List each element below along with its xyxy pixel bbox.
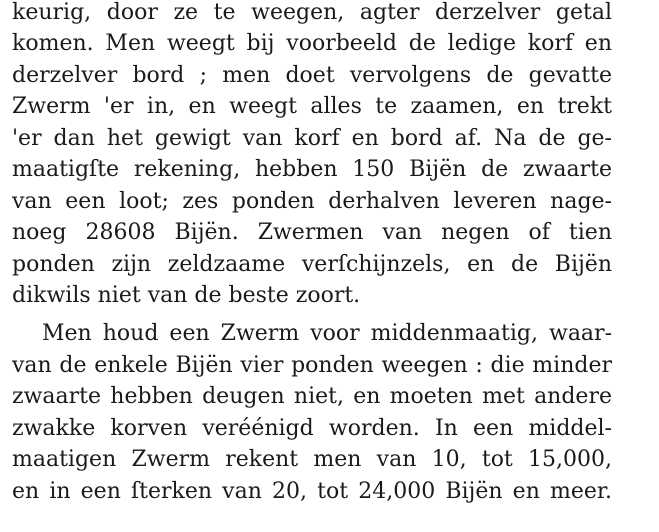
text-line: keurig, door ze te weegen, agter derzelver getal [12, 0, 612, 25]
text-line: komen. Men weegt bij voorbeeld de ledige korf en [12, 31, 612, 56]
text-line: ponden zijn zeldzaame verſchijnzels, en de Bijën [12, 252, 612, 277]
text-line: derzelver bord ; men doet vervolgens de gevatte [12, 63, 612, 88]
text-line: dikwils niet van de beste zoort. [12, 283, 361, 308]
text-line: maatigſte rekening, hebben 150 Bijën de zwaarte [12, 157, 612, 182]
text-line: noeg 28608 Bijën. Zwermen van negen of tien [12, 220, 612, 245]
text-line: zwakke korven veréénigd worden. In een middel- [12, 416, 612, 441]
text-line: van de enkele Bijën vier ponden weegen : die minder [12, 353, 612, 378]
text-line: maatigen Zwerm rekent men van 10, tot 15,000, [12, 447, 612, 472]
text-line: Zwerm 'er in, en weegt alles te zaamen, en trekt [12, 94, 612, 119]
text-line: en in een ſterken van 20, tot 24,000 Bijën en meer. [12, 479, 612, 504]
text-line: van een loot; zes ponden derhalven leveren nage- [12, 189, 612, 214]
text-line: 'er dan het gewigt van korf en bord af. Na de ge- [12, 126, 612, 151]
text-line: Men houd een Zwerm voor middenmaatig, waar- [42, 321, 612, 346]
text-line: zwaarte hebben deugen niet, en moeten met andere [12, 384, 612, 409]
